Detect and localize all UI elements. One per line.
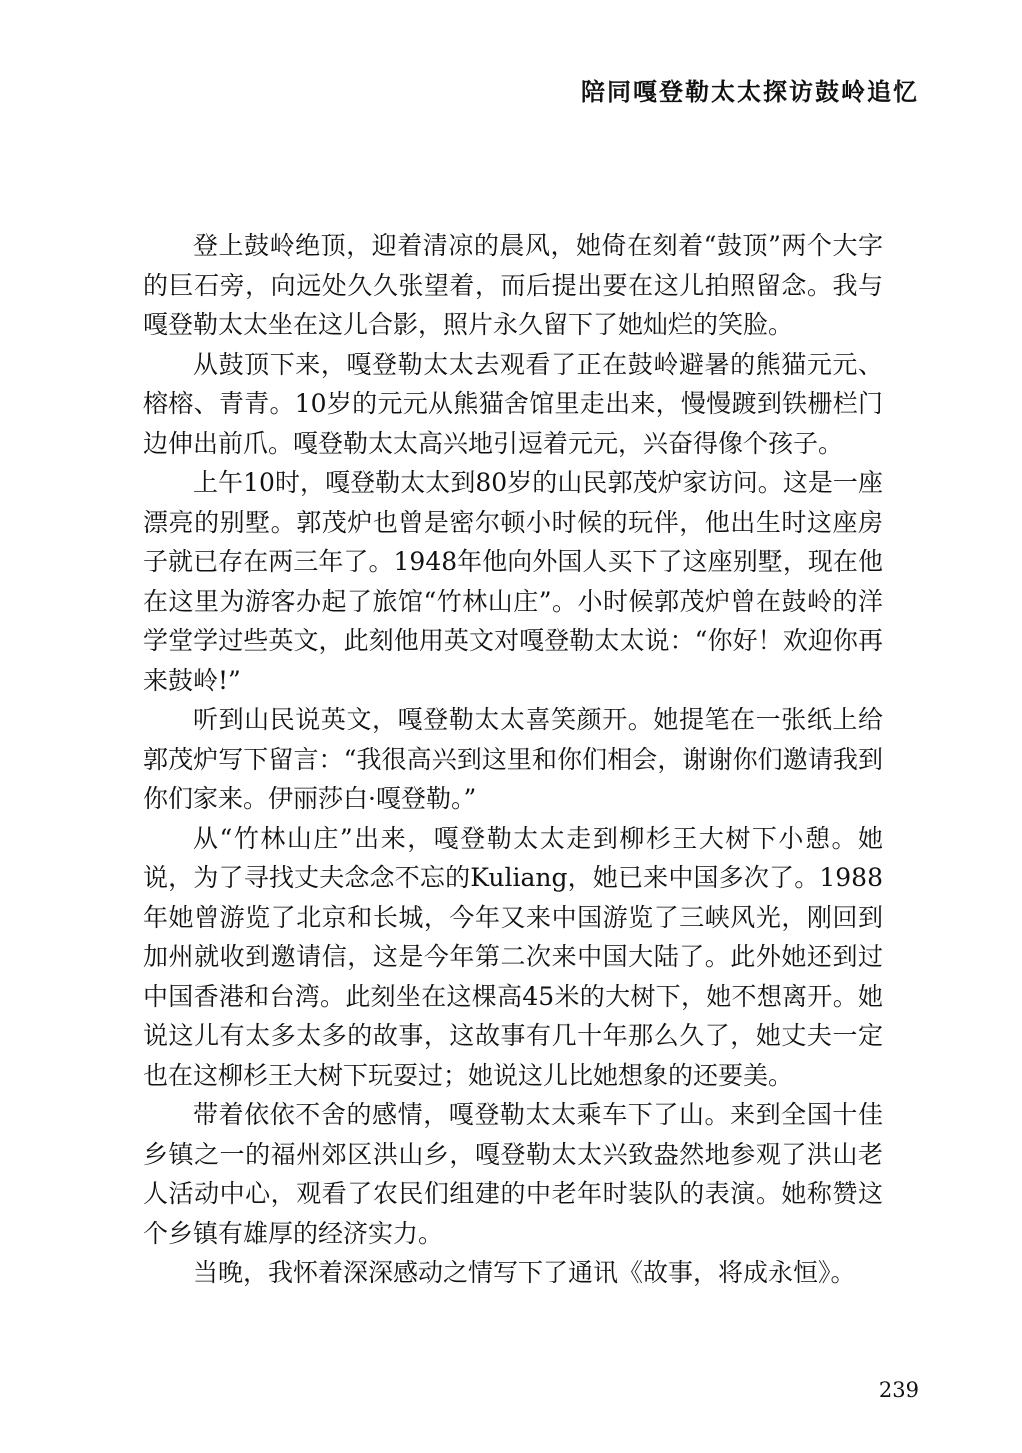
paragraph-1: 登上鼓岭绝顶，迎着清凉的晨风，她倚在刻着“鼓顶”两个大字的巨石旁，向远处久久张望着，而后提出要在这儿拍照留念。我与嘎登勒太太坐在这儿合影，照片永久留下了她灿烂的笑脸。 — [143, 231, 883, 339]
paragraph-3: 上午10时，嘎登勒太太到80岁的山民郭茂炉家访问。这是一座漂亮的别墅。郭茂炉也曾是密尔顿小时候的玩伴，他出生时这座房子就已存在两三年了。1948年他向外国人买下了这座别墅，现在他在这里为游客办起了旅馆“竹林山庄”。小时候郭茂炉曾在鼓岭的洋学堂学过些英文，此刻他用英文对嘎登勒太太说：“你好！欢迎你再来鼓岭!” — [143, 468, 883, 695]
paragraph-2: 从鼓顶下来，嘎登勒太太去观看了正在鼓岭避暑的熊猫元元、榕榕、青青。10岁的元元从熊猫舍馆里走出来，慢慢踱到铁栅栏门边伸出前爪。嘎登勒太太高兴地引逗着元元，兴奋得像个孩子。 — [143, 349, 883, 458]
paragraph-4: 听到山民说英文，嘎登勒太太喜笑颜开。她提笔在一张纸上给郭茂炉写下留言：“我很高兴到这里和你们相会，谢谢你们邀请我到你们家来。伊丽莎白·嘎登勒。” — [143, 705, 883, 813]
paragraph-6: 带着依依不舍的感情，嘎登勒太太乘车下了山。来到全国十佳乡镇之一的福州郊区洪山乡，嘎登勒太太兴致盎然地参观了洪山老人活动中心，观看了农民们组建的中老年时装队的表演。她称赞这个乡镇有雄厚的经济实力。 — [143, 1100, 883, 1248]
page-number: 239 — [878, 1378, 919, 1402]
running-header: 陪同嘎登勒太太探访鼓岭追忆 — [581, 77, 919, 106]
paragraph-7: 当晚，我怀着深深感动之情写下了通讯《故事，将成永恒》。 — [193, 1258, 856, 1287]
paragraph-5: 从“竹林山庄”出来，嘎登勒太太走到柳杉王大树下小憩。她说，为了寻找丈夫念念不忘的Kuliang，她已来中国多次了。1988年她曾游览了北京和长城，今年又来中国游览了三峡风光，刚回到加州就收到邀请信，这是今年第二次来中国大陆了。此外她还到过中国香港和台湾。此刻坐在这棵高45米的大树下，她不想离开。她说这儿有太多太多的故事，这故事有几十年那么久了，她丈夫一定也在这柳杉王大树下玩耍过；她说这儿比她想象的还要美。 — [143, 823, 883, 1090]
body-text — [143, 226, 883, 1293]
